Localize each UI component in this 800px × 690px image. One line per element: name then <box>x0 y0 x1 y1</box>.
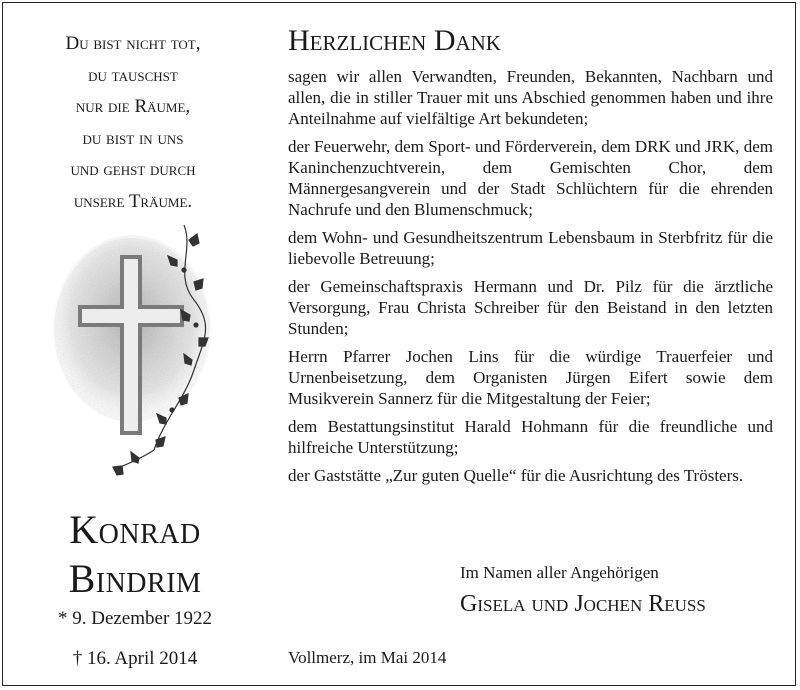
poem-line: nur die Räume, <box>75 96 191 117</box>
poem-line: unsere Träume. <box>73 190 193 212</box>
thanks-paragraph: dem Wohn- und Gesundheitszentrum Lebensbaum in Sterbfritz für die liebevolle Betreuung; <box>288 228 773 268</box>
poem-line: Du bist nicht tot, <box>65 33 201 54</box>
thanks-paragraph: der Gaststätte „Zur guten Quelle“ für die Ausrichtung des Trösters. <box>288 466 744 485</box>
birth-date: * 9. Dezember 1922 <box>57 608 213 629</box>
poem <box>28 28 238 217</box>
poem-line: du bist in uns <box>82 127 184 149</box>
thanks-paragraph: Herrn Pfarrer Jochen Lins für die würdige Trauerfeier und Urnenbeisetzung, dem Organisten Jürgen Eifert sowie dem Musikverein Sannerz für die Mitgestaltung der Feier; <box>288 347 773 408</box>
thanks-paragraph: sagen wir allen Verwandten, Freunden, Bekannten, Nachbarn und allen, die in stiller Trauer mit uns Abschied genommen haben und ihre Anteilnahme auf vielfältige Art bekundeten; <box>288 67 773 128</box>
signoff-line: Im Namen aller Angehörigen <box>460 563 659 582</box>
last-name: Bindrim <box>68 556 202 601</box>
deceased-name <box>20 505 250 603</box>
thanks-paragraph: der Gemeinschaftspraxis Hermann und Dr. Pilz für die ärztliche Versorgung, Frau Christa Schreiber für den Beistand in den letzten Stunden; <box>288 277 773 338</box>
thanks-paragraph: der Feuerwehr, dem Sport- und Förderverein, dem DRK und JRK, dem Kaninchenzuchtverein, dem Gemischten Chor, dem Männergesangverein und der Stadt Schlüchtern für die ehrenden Nachrufe und den Blumenschmuck; <box>288 137 773 219</box>
thanks-paragraph: dem Bestattungsinstitut Harald Hohmann für die freundliche und hilfreiche Unterstützung; <box>288 417 773 457</box>
place-date: Vollmerz, im Mai 2014 <box>288 648 447 667</box>
poem-line: und gehst durch <box>70 159 196 180</box>
death-date: † 16. April 2014 <box>72 648 198 669</box>
signer-names: Gisela und Jochen Reuß <box>460 591 706 617</box>
thanks-body <box>288 66 773 493</box>
cross-with-ivy-icon <box>44 220 224 480</box>
thanks-heading: Herzlichen Dank <box>288 24 501 57</box>
first-name: Konrad <box>69 507 201 552</box>
poem-line: du tauschst <box>88 64 178 86</box>
